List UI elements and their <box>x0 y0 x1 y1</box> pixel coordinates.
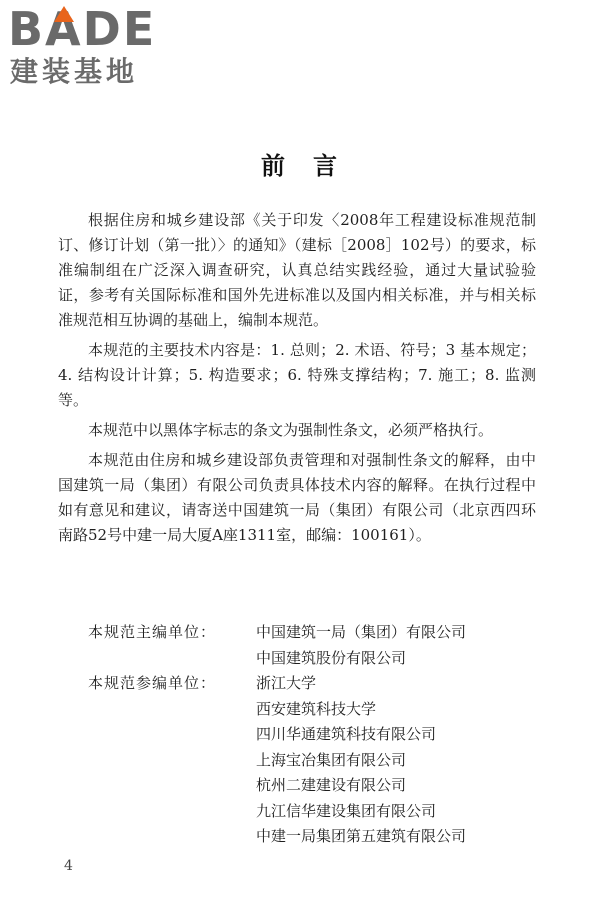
participating-unit-item: 九江信华建设集团有限公司 <box>256 801 437 820</box>
editorial-units <box>88 620 466 850</box>
logo-subtitle: 建装基地 <box>10 55 139 88</box>
bade-logo <box>8 4 178 94</box>
logo-mark: BADE <box>8 2 157 56</box>
chief-units-row <box>88 620 466 671</box>
logo-accent-triangle-icon <box>54 6 74 22</box>
preface-body <box>58 208 536 553</box>
participating-unit-item: 浙江大学 <box>256 674 317 692</box>
paragraph-1: 根据住房和城乡建设部《关于印发〈2008年工程建设标准规范制订、修订计划（第一批）〉的通知》（建标［2008］102号）的要求，标准编制组在广泛深入调查研究，认真总结实践经验，通过大量试验验证，参考有关国际标准和国外先进标准以及国内相关标准，并与相关标准规范相互协调的基础上，编制本规范。 <box>58 211 536 329</box>
participating-unit-item: 上海宝冶集团有限公司 <box>256 750 407 769</box>
chief-units-label: 本规范主编单位： <box>88 623 217 641</box>
paragraph-3: 本规范中以黑体字标志的条文为强制性条文，必须严格执行。 <box>88 421 494 439</box>
chief-unit-item: 中国建筑股份有限公司 <box>256 648 407 667</box>
participating-unit-item: 四川华通建筑科技有限公司 <box>256 725 437 743</box>
page-title: 前 言 <box>261 151 339 180</box>
participating-units-row <box>88 671 466 850</box>
participating-units-label: 本规范参编单位： <box>88 674 217 692</box>
paragraph-4: 本规范由住房和城乡建设部负责管理和对强制性条文的解释，由中国建筑一局（集团）有限公司负责具体技术内容的解释。在执行过程中如有意见和建议，请寄送中国建筑一局（集团）有限公司（北京西四环南路52号中建一局大厦A座1311室，邮编：100161）。 <box>58 451 536 544</box>
participating-unit-item: 西安建筑科技大学 <box>256 699 377 718</box>
paragraph-2: 本规范的主要技术内容是：1. 总则；2. 术语、符号；3 基本规定；4. 结构设计计算；5. 构造要求；6. 特殊支撑结构；7. 施工；8. 监测等。 <box>58 341 536 409</box>
chief-unit-item: 中国建筑一局（集团）有限公司 <box>256 623 467 641</box>
participating-unit-item: 中建一局集团第五建筑有限公司 <box>256 827 467 845</box>
chief-units-list <box>256 620 466 671</box>
page-number: 4 <box>64 858 73 874</box>
participating-unit-item: 杭州二建建设有限公司 <box>256 776 407 794</box>
participating-units-list <box>256 671 466 850</box>
